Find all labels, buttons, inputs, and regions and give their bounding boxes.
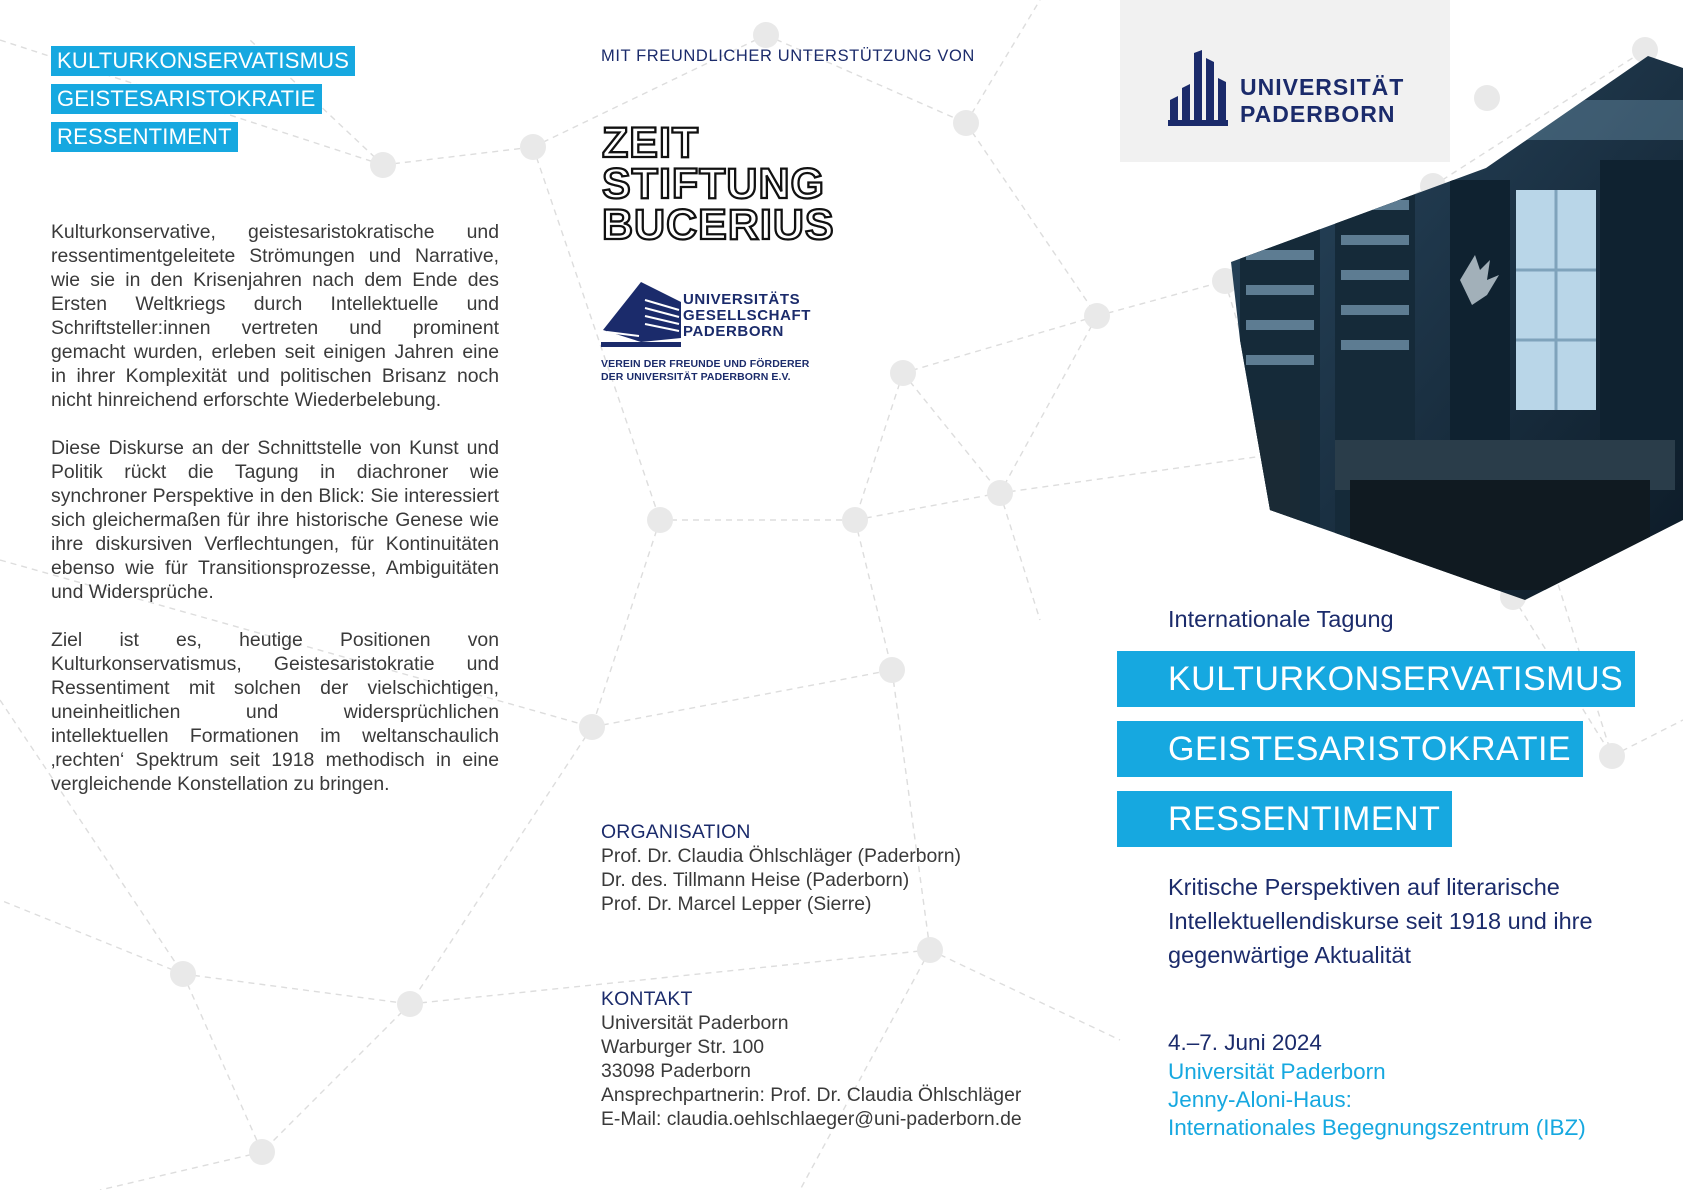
title-line-3: RESSENTIMENT [1117, 791, 1452, 847]
right-panel [1120, 0, 1683, 1190]
title-line-2: GEISTESARISTOKRATIE [1117, 721, 1583, 777]
description-paragraph-1: Kulturkonservative, geistesaristokratische und ressentimentgeleitete Strömungen und Narrative, wie sie in den Krisenjahren nach dem Ende des Ersten Weltkriegs durch Intellektuelle und Schriftsteller:innen vertreten und prominent gemacht wurden, erleben seit einigen Jahren eine in ihrer Komplexität und politischen Brisanz noch nicht hinreichend erforschte Wiederbelebung. [51, 221, 499, 411]
left-panel [0, 0, 560, 1190]
organiser-2: Dr. des. Tillmann Heise (Paderborn) [601, 869, 910, 891]
university-logo-text: UNIVERSITÄT PADERBORN [1240, 74, 1405, 127]
highlight-keyword-2: GEISTESARISTOKRATIE [51, 84, 322, 114]
venue-line-1: Universität Paderborn [1168, 1059, 1386, 1084]
keyword-highlights [51, 46, 355, 160]
description-text [51, 220, 499, 820]
venue-line-3: Internationales Begegnungszentrum (IBZ) [1168, 1115, 1586, 1140]
event-subtitle: Kritische Perspektiven auf literarische Intellektuellendiskurse seit 1918 und ihre gegenwärtige Aktualität [1168, 874, 1593, 968]
ug-logo-subtitle: VEREIN DER FREUNDE UND FÖRDERER DER UNIVERSITÄT PADERBORN E.V. [601, 358, 810, 383]
venue-line-2: Jenny-Aloni-Haus: [1168, 1087, 1352, 1112]
university-logo-icon [1168, 48, 1228, 128]
middle-panel [560, 0, 1120, 1190]
universitaetsgesellschaft-logo [601, 280, 811, 388]
zeit-logo-line-2: STIFTUNG [602, 160, 825, 208]
description-paragraph-3: Ziel ist es, heutige Positionen von Kulturkonservatismus, Geistesaristokratie und Ressentiment mit solchen der vielschichtigen, uneinheitlichen und widersprüchlichen intellektuellen Formationen im weltanschaulich ‚rechten‘ Spektrum seit 1918 methodisch in eine vergleichende Konstellation zu bringen. [51, 629, 499, 795]
organiser-3: Prof. Dr. Marcel Lepper (Sierre) [601, 893, 872, 915]
organisation-title: ORGANISATION [601, 821, 751, 843]
highlight-keyword-1: KULTURKONSERVATISMUS [51, 46, 355, 76]
contact-institution: Universität Paderborn [601, 1012, 789, 1034]
contact-email: E-Mail: claudia.oehlschlaeger@uni-paderborn.de [601, 1108, 1022, 1130]
title-bars [1117, 651, 1635, 861]
support-heading: MIT FREUNDLICHER UNTERSTÜTZUNG VON [601, 47, 975, 65]
organiser-1: Prof. Dr. Claudia Öhlschläger (Paderborn) [601, 845, 961, 867]
title-line-1: KULTURKONSERVATISMUS [1117, 651, 1635, 707]
ug-logo-name: UNIVERSITÄTS GESELLSCHAFT PADERBORN [683, 291, 812, 340]
organisation-section [601, 820, 961, 916]
description-paragraph-2: Diese Diskurse an der Schnittstelle von Kunst und Politik rückt die Tagung in diachroner wie synchroner Perspektive in den Blick: Sie interessiert sich gleichermaßen für ihre historische Genese wie ihre diskursiven Verflechtungen, für Kontinuitäten ebenso wie für Transitionsprozesse, Ambiguitäten und Widersprüche. [51, 437, 499, 603]
highlight-keyword-3: RESSENTIMENT [51, 122, 238, 152]
event-date: 4.–7. Juni 2024 [1168, 1030, 1322, 1055]
university-logo-box [1120, 0, 1450, 162]
contact-person: Ansprechpartnerin: Prof. Dr. Claudia Öhlschläger [601, 1084, 1022, 1106]
contact-section [601, 987, 1022, 1131]
contact-city: 33098 Paderborn [601, 1060, 751, 1082]
zeit-logo-line-3: BUCERIUS [602, 201, 835, 243]
zeit-logo-line-1: ZEIT [602, 119, 700, 167]
event-type: Internationale Tagung [1168, 606, 1394, 632]
contact-title: KONTAKT [601, 988, 693, 1010]
event-venue [1168, 1058, 1586, 1142]
ug-building-icon [601, 280, 681, 350]
zeit-stiftung-logo [600, 118, 850, 243]
contact-street: Warburger Str. 100 [601, 1036, 765, 1058]
